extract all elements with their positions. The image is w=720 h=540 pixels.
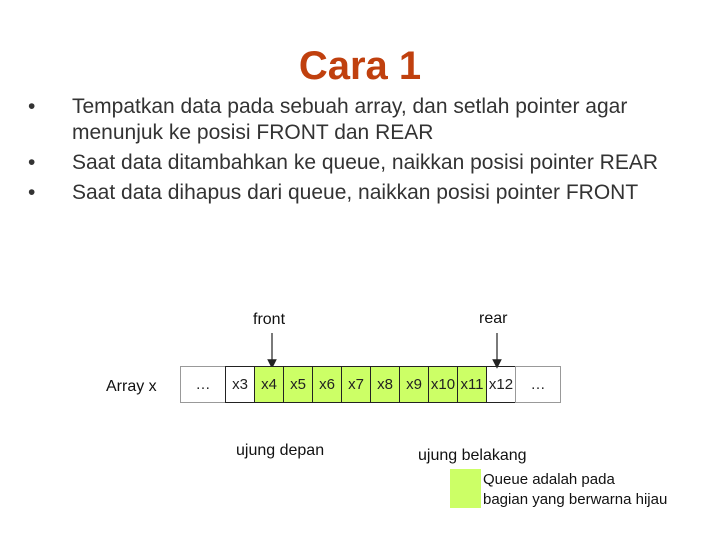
bullet-marker: • <box>28 181 36 204</box>
array-cell: x11 <box>457 366 487 403</box>
rear-end-label: ujung belakang <box>418 447 527 464</box>
array-cell: x7 <box>341 366 371 403</box>
bullet-text: Tempatkan data pada sebuah array, dan setlah pointer agar menunjuk ke posisi FRONT dan REAR <box>72 95 628 144</box>
array-label: Array x <box>106 378 157 395</box>
array-cell: … <box>515 366 561 403</box>
bullet-text: Saat data dihapus dari queue, naikkan posisi pointer FRONT <box>72 181 639 204</box>
front-end-label: ujung depan <box>236 442 325 459</box>
front-label: front <box>253 311 286 328</box>
bullet-text: Saat data ditambahkan ke queue, naikkan posisi pointer REAR <box>72 151 659 174</box>
array-cell: x10 <box>428 366 458 403</box>
legend-line-1: Queue adalah pada <box>483 471 615 488</box>
array-cell: x6 <box>312 366 342 403</box>
bullet-marker: • <box>28 95 36 118</box>
array-cell: x4 <box>254 366 284 403</box>
array-cell: x9 <box>399 366 429 403</box>
legend-line-2: bagian yang berwarna hijau <box>483 491 668 508</box>
array-cell: x3 <box>225 366 255 403</box>
slide-title: Cara 1 <box>298 44 422 88</box>
bullet-marker: • <box>28 151 36 174</box>
legend-text <box>483 470 667 510</box>
array-cell: … <box>180 366 226 403</box>
array-cell: x5 <box>283 366 313 403</box>
rear-label: rear <box>479 310 508 327</box>
array-cell: x8 <box>370 366 400 403</box>
legend-swatch <box>450 469 481 508</box>
array-cell: x12 <box>486 366 516 403</box>
